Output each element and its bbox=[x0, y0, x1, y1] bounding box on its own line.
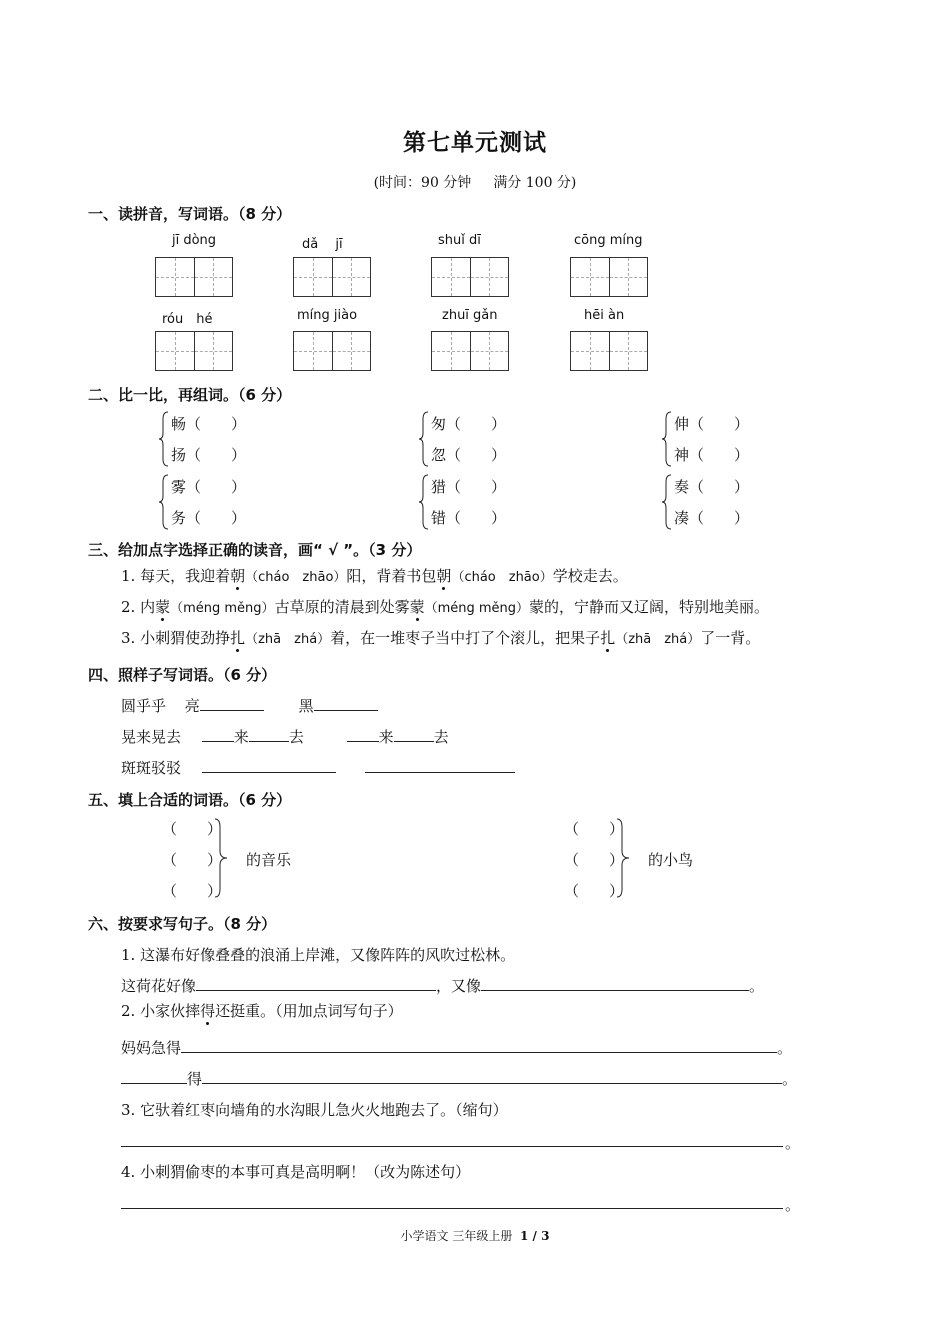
page-title: 第七单元测试 bbox=[403, 129, 547, 156]
word-pair-item: 猎（ ） bbox=[431, 478, 507, 496]
answer-blank[interactable] bbox=[394, 728, 434, 742]
answer-blank[interactable] bbox=[347, 728, 379, 742]
left-brace-icon bbox=[662, 474, 672, 530]
writing-grid-5[interactable] bbox=[155, 331, 233, 371]
writing-grid-1[interactable] bbox=[155, 257, 233, 297]
dotted-char: 朝 bbox=[230, 567, 246, 585]
section-6-heading: 六、按要求写句子。（8 分） bbox=[88, 915, 277, 933]
dotted-char: 蒙 bbox=[155, 598, 171, 616]
pattern-row-3: 斑斑驳驳 bbox=[121, 757, 515, 778]
answer-line[interactable] bbox=[121, 1208, 783, 1209]
writing-grid-6[interactable] bbox=[293, 331, 371, 371]
left-brace-icon bbox=[159, 474, 169, 530]
left-brace-icon bbox=[419, 474, 429, 530]
word-pair-item: 凑（ ） bbox=[674, 509, 750, 527]
writing-grid-4[interactable] bbox=[570, 257, 648, 297]
page-subtitle bbox=[0, 172, 950, 192]
section-1-heading: 一、读拼音，写词语。（8 分） bbox=[88, 205, 292, 223]
pinyin-8: hēi àn bbox=[584, 308, 625, 323]
answer-blank[interactable] bbox=[314, 697, 378, 711]
dotted-char: 得 bbox=[200, 1002, 216, 1020]
pinyin-5: róu hé bbox=[162, 312, 213, 327]
pattern-row-1: 圆乎乎 亮 黑 bbox=[121, 695, 378, 716]
word-pair-item: 伸（ ） bbox=[674, 415, 750, 433]
sentence-answer-2a: 妈妈急得 。 bbox=[121, 1039, 793, 1057]
pinyin-4: cōng míng bbox=[574, 233, 643, 248]
sentence-question-3: 3. 它驮着红枣向墙角的水沟眼儿急火火地跑去了。（缩句） bbox=[121, 1101, 508, 1119]
pinyin-options[interactable]: （méng měng） bbox=[424, 601, 530, 616]
left-brace-icon bbox=[419, 411, 429, 467]
writing-grid-2[interactable] bbox=[293, 257, 371, 297]
pinyin-options[interactable]: （zhā zhá） bbox=[615, 632, 701, 647]
answer-blank[interactable] bbox=[200, 697, 264, 711]
word-pair-item: 雾（ ） bbox=[171, 478, 247, 496]
sentence-question-2: 2. 小家伙摔得还挺重。（用加点词写句子） bbox=[121, 1002, 403, 1020]
word-pair-item: 匆（ ） bbox=[431, 415, 507, 433]
dotted-char: 扎 bbox=[600, 629, 616, 647]
period-mark: 。 bbox=[785, 1134, 801, 1152]
sentence-question-1: 1. 这瀑布好像叠叠的浪涌上岸滩，又像阵阵的风吹过松林。 bbox=[121, 946, 516, 964]
sentence-answer-2b: 得 。 bbox=[121, 1068, 797, 1089]
page-number: 1 / 3 bbox=[520, 1229, 550, 1243]
fill-paren[interactable]: （ ） bbox=[162, 882, 223, 900]
word-pair-item: 畅（ ） bbox=[171, 415, 247, 433]
pinyin-options[interactable]: （cháo zhāo） bbox=[451, 570, 553, 585]
dotted-char: 朝 bbox=[436, 567, 452, 585]
section-2-heading: 二、比一比，再组词。（6 分） bbox=[88, 386, 292, 404]
answer-line[interactable] bbox=[121, 1146, 783, 1147]
answer-blank[interactable] bbox=[121, 1070, 187, 1084]
answer-blank[interactable] bbox=[181, 1039, 777, 1053]
pinyin-6: míng jiào bbox=[297, 308, 358, 323]
fill-paren[interactable]: （ ） bbox=[162, 851, 223, 869]
answer-blank[interactable] bbox=[202, 1070, 782, 1084]
answer-blank[interactable] bbox=[202, 728, 234, 742]
reading-question-1: 1. 每天，我迎着朝（cháo zhāo）阳，背着书包朝（cháo zhāo）学校走去。 bbox=[121, 567, 628, 585]
pinyin-options[interactable]: （méng měng） bbox=[170, 601, 275, 616]
section-4-heading: 四、照样子写词语。（6 分） bbox=[88, 666, 277, 684]
right-brace-icon bbox=[214, 818, 228, 898]
pinyin-1: jī dòng bbox=[172, 233, 217, 248]
word-pair-item: 错（ ） bbox=[431, 509, 507, 527]
answer-blank[interactable] bbox=[196, 977, 436, 991]
word-pair-item: 奏（ ） bbox=[674, 478, 750, 496]
answer-blank[interactable] bbox=[202, 759, 336, 773]
dotted-char: 蒙 bbox=[409, 598, 425, 616]
section-3-heading: 三、给加点字选择正确的读音，画“ √ ”。（3 分） bbox=[88, 541, 422, 559]
word-pair-item: 扬（ ） bbox=[171, 446, 247, 464]
word-pair-item: 务（ ） bbox=[171, 509, 247, 527]
phrase-bird: 的小鸟 bbox=[648, 851, 694, 869]
phrase-music: 的音乐 bbox=[246, 851, 292, 869]
word-pair-item: 神（ ） bbox=[674, 446, 750, 464]
left-brace-icon bbox=[662, 411, 672, 467]
reading-question-2: 2. 内蒙（méng měng）古草原的清晨到处雾蒙（méng měng）蒙的，宁静而又辽阔，特别地美丽。 bbox=[121, 598, 770, 616]
fill-paren[interactable]: （ ） bbox=[564, 851, 625, 869]
period-mark: 。 bbox=[785, 1196, 801, 1214]
full-score: 满分 100 分) bbox=[493, 175, 577, 191]
pinyin-3: shuǐ dī bbox=[438, 233, 481, 248]
writing-grid-3[interactable] bbox=[431, 257, 509, 297]
answer-blank[interactable] bbox=[481, 977, 749, 991]
section-5-heading: 五、填上合适的词语。（6 分） bbox=[88, 791, 292, 809]
writing-grid-7[interactable] bbox=[431, 331, 509, 371]
time-limit: (时间：90 分钟 bbox=[373, 175, 472, 191]
right-brace-icon bbox=[616, 818, 630, 898]
word-pair-item: 忽（ ） bbox=[431, 446, 507, 464]
fill-paren[interactable]: （ ） bbox=[162, 820, 223, 838]
pinyin-2: dǎ jī bbox=[302, 237, 343, 252]
fill-paren[interactable]: （ ） bbox=[564, 820, 625, 838]
sentence-question-4: 4. 小刺猬偷枣的本事可真是高明啊！（改为陈述句） bbox=[121, 1163, 471, 1181]
page-footer: 小学语文 三年级上册 1 / 3 bbox=[400, 1229, 550, 1243]
pinyin-options[interactable]: （zhā zhá） bbox=[245, 632, 331, 647]
pinyin-7: zhuī gǎn bbox=[442, 308, 498, 323]
answer-blank[interactable] bbox=[365, 759, 515, 773]
writing-grid-8[interactable] bbox=[570, 331, 648, 371]
sentence-answer-1: 这荷花好像 ，又像 。 bbox=[121, 977, 765, 995]
answer-blank[interactable] bbox=[249, 728, 289, 742]
pinyin-options[interactable]: （cháo zhāo） bbox=[245, 570, 347, 585]
fill-paren[interactable]: （ ） bbox=[564, 882, 625, 900]
reading-question-3: 3. 小刺猬使劲挣扎（zhā zhá）着，在一堆枣子当中打了个滚儿，把果子扎（zhā zhá）了一背。 bbox=[121, 629, 761, 647]
left-brace-icon bbox=[159, 411, 169, 467]
dotted-char: 扎 bbox=[230, 629, 246, 647]
pattern-row-2: 晃来晃去 来 去 来 去 bbox=[121, 728, 449, 746]
